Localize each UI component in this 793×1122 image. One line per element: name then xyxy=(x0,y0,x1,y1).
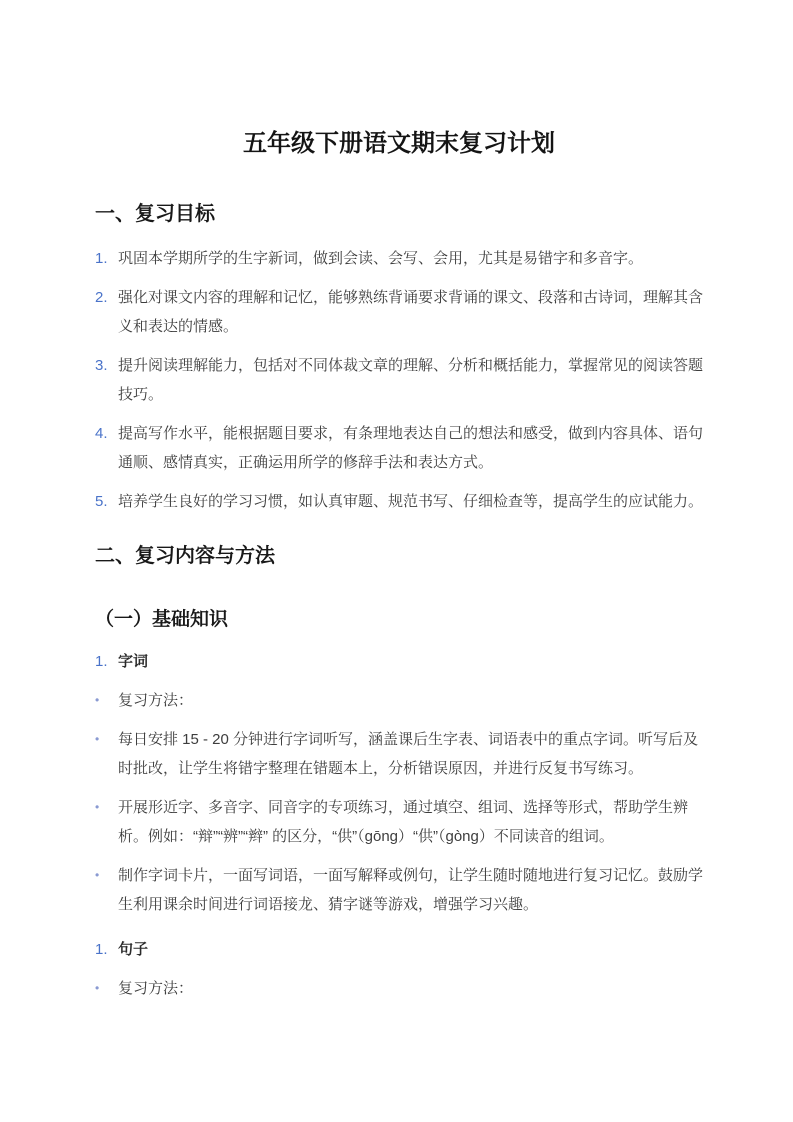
list-number: 5. xyxy=(95,493,108,510)
goal-text: 提高写作水平，能根据题目要求，有条理地表达自己的想法和感受，做到内容具体、语句通顺、感情真实，正确运用所学的修辞手法和表达方式。 xyxy=(118,425,704,471)
term-label: 字词 xyxy=(118,653,149,670)
goal-item xyxy=(95,419,703,477)
goal-text: 强化对课文内容的理解和记忆，能够熟练背诵要求背诵的课文、段落和古诗词，理解其含义和表达的情感。 xyxy=(118,289,704,335)
list-number: 1. xyxy=(95,941,108,958)
bullet-text: 开展形近字、多音字、同音字的专项练习，通过填空、组词、选择等形式，帮助学生辨析。例如：“辩”“辨”“辫” 的区分，“供”（gōng）“供”（gòng）不同读音的组词。 xyxy=(118,799,689,845)
bullet-icon: • xyxy=(95,981,100,995)
bullet-text: 制作字词卡片，一面写词语，一面写解释或例句，让学生随时随地进行复习记忆。鼓励学生利用课余时间进行词语接龙、猜字谜等游戏，增强学习兴趣。 xyxy=(118,867,704,913)
list-item xyxy=(95,861,703,919)
goal-text: 巩固本学期所学的生字新词，做到会读、会写、会用，尤其是易错字和多音字。 xyxy=(118,250,644,267)
bullet-icon: • xyxy=(95,693,100,707)
goal-text: 提升阅读理解能力，包括对不同体裁文章的理解、分析和概括能力，掌握常见的阅读答题技巧。 xyxy=(118,357,704,403)
goal-item xyxy=(95,351,703,409)
term-list-sentences xyxy=(95,935,703,964)
document-title: 五年级下册语文期末复习计划 xyxy=(243,130,555,157)
bullet-text: 复习方法： xyxy=(118,692,194,709)
goal-text: 培养学生良好的学习习惯，如认真审题、规范书写、仔细检查等，提高学生的应试能力。 xyxy=(118,493,704,510)
list-item xyxy=(95,686,703,715)
goal-item xyxy=(95,244,703,273)
term-item xyxy=(95,935,703,964)
term-item xyxy=(95,647,703,676)
bullet-icon: • xyxy=(95,800,100,814)
list-number: 2. xyxy=(95,289,108,306)
list-item xyxy=(95,974,703,1003)
goal-item xyxy=(95,487,703,516)
section-heading-content: 二、复习内容与方法 xyxy=(95,545,275,567)
list-number: 1. xyxy=(95,653,108,670)
list-number: 4. xyxy=(95,425,108,442)
bullet-icon: • xyxy=(95,868,100,882)
section-heading-goals: 一、复习目标 xyxy=(95,203,215,225)
list-item xyxy=(95,793,703,851)
term-label: 句子 xyxy=(118,941,149,958)
sentences-bullet-list xyxy=(95,974,703,1003)
bullet-text: 复习方法： xyxy=(118,980,194,997)
list-number: 3. xyxy=(95,357,108,374)
bullet-text: 每日安排 15 - 20 分钟进行字词听写，涵盖课后生字表、词语表中的重点字词。听写后及时批改，让学生将错字整理在错题本上，分析错误原因，并进行反复书写练习。 xyxy=(118,731,699,777)
list-number: 1. xyxy=(95,250,108,267)
bullet-icon: • xyxy=(95,732,100,746)
words-bullet-list xyxy=(95,686,703,919)
list-item xyxy=(95,725,703,783)
subsection-heading-basics: （一）基础知识 xyxy=(95,609,229,630)
term-list-words xyxy=(95,647,703,676)
goal-item xyxy=(95,283,703,341)
goals-list xyxy=(95,244,703,516)
